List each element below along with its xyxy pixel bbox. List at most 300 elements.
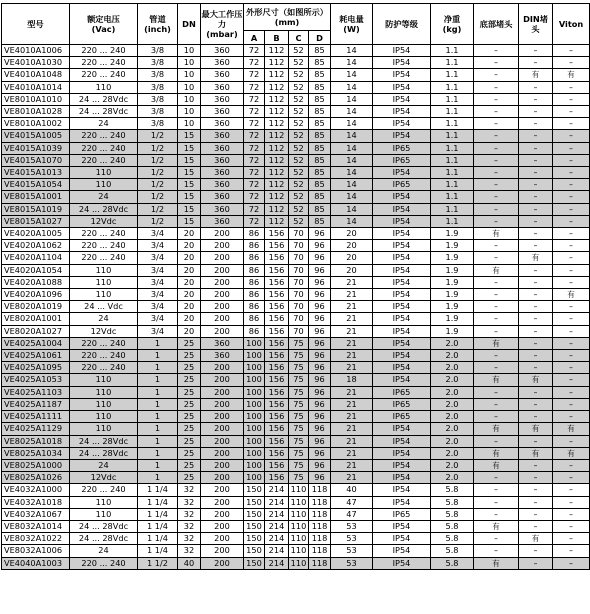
cell-pressure: 200 (201, 545, 244, 557)
cell-dim-d: 96 (309, 264, 331, 276)
cell-dim-c: 75 (289, 447, 309, 459)
cell-pipe: 3/8 (138, 106, 178, 118)
cell-din-plug: 有 (519, 533, 553, 545)
cell-dn: 25 (178, 472, 201, 484)
cell-din-plug: – (519, 228, 553, 240)
cell-dim-b: 156 (265, 264, 289, 276)
cell-dim-c: 110 (289, 533, 309, 545)
cell-dim-d: 96 (309, 276, 331, 288)
cell-protection: IP54 (373, 215, 431, 227)
cell-dim-a: 86 (244, 240, 265, 252)
header-dim-c: C (289, 31, 309, 45)
cell-bottom-plug: – (474, 496, 519, 508)
cell-dn: 20 (178, 240, 201, 252)
cell-pressure: 200 (201, 472, 244, 484)
cell-dn: 25 (178, 447, 201, 459)
cell-din-plug: – (519, 106, 553, 118)
cell-dim-a: 72 (244, 106, 265, 118)
cell-dn: 15 (178, 167, 201, 179)
cell-pipe: 1/2 (138, 130, 178, 142)
cell-dim-d: 118 (309, 484, 331, 496)
cell-dn: 25 (178, 337, 201, 349)
cell-model: VE4025A1095 (2, 362, 70, 374)
cell-model: VE4020A1096 (2, 289, 70, 301)
cell-dim-d: 96 (309, 447, 331, 459)
cell-pipe: 1 (138, 362, 178, 374)
cell-dim-a: 72 (244, 57, 265, 69)
cell-protection: IP54 (373, 325, 431, 337)
cell-weight: 2.0 (431, 350, 474, 362)
cell-dim-d: 96 (309, 459, 331, 471)
cell-pressure: 200 (201, 423, 244, 435)
cell-protection: IP54 (373, 533, 431, 545)
header-dimensions: 外形尺寸（如图所示） (mm) (244, 4, 331, 31)
cell-weight: 5.8 (431, 545, 474, 557)
cell-din-plug: – (519, 167, 553, 179)
cell-dim-d: 96 (309, 289, 331, 301)
cell-dim-c: 70 (289, 325, 309, 337)
cell-weight: 2.0 (431, 362, 474, 374)
cell-dim-c: 75 (289, 411, 309, 423)
cell-model: VE4020A1005 (2, 228, 70, 240)
cell-dim-c: 110 (289, 508, 309, 520)
cell-protection: IP54 (373, 252, 431, 264)
header-dim-d: D (309, 31, 331, 45)
cropped-heading (232, 0, 372, 2)
cell-pressure: 200 (201, 325, 244, 337)
cell-model: VE4025A1061 (2, 350, 70, 362)
cell-power: 14 (331, 179, 373, 191)
cell-model: VE8010A1002 (2, 118, 70, 130)
cell-voltage: 110 (70, 264, 138, 276)
cell-dim-a: 72 (244, 69, 265, 81)
cell-voltage: 110 (70, 508, 138, 520)
cell-viton: – (553, 533, 590, 545)
cell-dim-c: 52 (289, 118, 309, 130)
cell-dim-a: 86 (244, 252, 265, 264)
cell-power: 53 (331, 545, 373, 557)
cell-pipe: 1 (138, 447, 178, 459)
cell-dn: 15 (178, 130, 201, 142)
cell-dim-d: 85 (309, 142, 331, 154)
cell-model: VE4020A1054 (2, 264, 70, 276)
cell-power: 21 (331, 313, 373, 325)
cell-protection: IP65 (373, 154, 431, 166)
cell-model: VE4015A1070 (2, 154, 70, 166)
cell-power: 47 (331, 496, 373, 508)
table-row (2, 435, 590, 447)
cell-protection: IP54 (373, 276, 431, 288)
table-row (2, 459, 590, 471)
cell-bottom-plug: – (474, 325, 519, 337)
cell-dim-c: 75 (289, 337, 309, 349)
cell-protection: IP54 (373, 557, 431, 569)
cell-din-plug: 有 (519, 252, 553, 264)
table-row (2, 362, 590, 374)
cell-pressure: 200 (201, 447, 244, 459)
cell-protection: IP54 (373, 496, 431, 508)
cell-viton: – (553, 240, 590, 252)
cell-dim-a: 72 (244, 142, 265, 154)
cell-weight: 1.1 (431, 215, 474, 227)
cell-model: VE4025A1004 (2, 337, 70, 349)
cell-dim-b: 156 (265, 435, 289, 447)
table-row (2, 252, 590, 264)
cell-dim-a: 150 (244, 545, 265, 557)
cell-power: 47 (331, 508, 373, 520)
cell-din-plug: – (519, 130, 553, 142)
cell-dim-a: 86 (244, 228, 265, 240)
cell-power: 14 (331, 203, 373, 215)
table-row (2, 508, 590, 520)
table-row (2, 423, 590, 435)
cell-din-plug: – (519, 520, 553, 532)
cell-dim-b: 112 (265, 167, 289, 179)
cell-weight: 5.8 (431, 557, 474, 569)
cell-power: 21 (331, 337, 373, 349)
cell-dim-b: 112 (265, 93, 289, 105)
valve-spec-table (1, 3, 590, 570)
cell-dim-d: 118 (309, 520, 331, 532)
header-pipe: 管道 (inch) (138, 4, 178, 45)
cell-power: 53 (331, 557, 373, 569)
cell-dim-a: 100 (244, 423, 265, 435)
cell-weight: 1.1 (431, 106, 474, 118)
cell-viton: – (553, 228, 590, 240)
cell-pipe: 3/8 (138, 93, 178, 105)
cell-viton: – (553, 57, 590, 69)
cell-viton: – (553, 520, 590, 532)
cell-bottom-plug: – (474, 81, 519, 93)
cell-dim-c: 110 (289, 545, 309, 557)
cell-pressure: 360 (201, 350, 244, 362)
cell-power: 21 (331, 459, 373, 471)
cell-dim-c: 75 (289, 435, 309, 447)
cell-dn: 15 (178, 154, 201, 166)
cell-dim-d: 96 (309, 423, 331, 435)
cell-weight: 1.1 (431, 142, 474, 154)
cell-pipe: 3/8 (138, 69, 178, 81)
cell-bottom-plug: – (474, 545, 519, 557)
cell-weight: 1.1 (431, 69, 474, 81)
cell-din-plug: – (519, 472, 553, 484)
cell-dn: 10 (178, 57, 201, 69)
cell-dim-c: 52 (289, 45, 309, 57)
cell-viton: 有 (553, 447, 590, 459)
cell-bottom-plug: – (474, 398, 519, 410)
table-row (2, 350, 590, 362)
cell-dim-a: 72 (244, 203, 265, 215)
table-row (2, 264, 590, 276)
cell-power: 21 (331, 350, 373, 362)
cell-voltage: 220 ... 240 (70, 240, 138, 252)
cell-pipe: 3/4 (138, 240, 178, 252)
cell-viton: – (553, 154, 590, 166)
table-row (2, 179, 590, 191)
cell-dim-d: 85 (309, 69, 331, 81)
cell-dim-c: 75 (289, 350, 309, 362)
cell-protection: IP65 (373, 142, 431, 154)
cell-protection: IP54 (373, 301, 431, 313)
cell-pipe: 1/2 (138, 179, 178, 191)
cell-dim-d: 118 (309, 496, 331, 508)
cell-dim-d: 96 (309, 252, 331, 264)
cell-pipe: 1 1/4 (138, 508, 178, 520)
cell-din-plug: – (519, 191, 553, 203)
cell-dim-d: 85 (309, 118, 331, 130)
cell-dim-b: 214 (265, 533, 289, 545)
cell-weight: 5.8 (431, 520, 474, 532)
cell-voltage: 24 (70, 459, 138, 471)
cell-dim-d: 85 (309, 203, 331, 215)
cell-voltage: 220 ... 240 (70, 350, 138, 362)
cell-model: VE4025A1129 (2, 423, 70, 435)
cell-model: VE4025A1111 (2, 411, 70, 423)
cell-voltage: 110 (70, 411, 138, 423)
cell-dim-b: 156 (265, 313, 289, 325)
cell-protection: IP54 (373, 57, 431, 69)
cell-model: VE4015A1013 (2, 167, 70, 179)
cell-dn: 25 (178, 423, 201, 435)
cell-voltage: 220 ... 240 (70, 69, 138, 81)
cell-viton: – (553, 191, 590, 203)
cell-weight: 1.9 (431, 313, 474, 325)
cell-protection: IP65 (373, 411, 431, 423)
cell-dim-d: 96 (309, 301, 331, 313)
cell-pressure: 200 (201, 252, 244, 264)
cell-bottom-plug: – (474, 191, 519, 203)
cell-weight: 1.9 (431, 240, 474, 252)
cell-din-plug: – (519, 411, 553, 423)
cell-viton: – (553, 386, 590, 398)
table-row (2, 520, 590, 532)
cell-protection: IP54 (373, 130, 431, 142)
cell-dn: 20 (178, 313, 201, 325)
cell-pipe: 1 (138, 398, 178, 410)
cell-weight: 2.0 (431, 472, 474, 484)
cell-viton: – (553, 179, 590, 191)
cell-dn: 10 (178, 69, 201, 81)
cell-pipe: 3/4 (138, 228, 178, 240)
cell-pipe: 1 (138, 337, 178, 349)
cell-dim-a: 150 (244, 484, 265, 496)
cell-dim-c: 52 (289, 179, 309, 191)
cell-power: 21 (331, 411, 373, 423)
table-row (2, 118, 590, 130)
cell-voltage: 24 ... 28Vdc (70, 435, 138, 447)
cell-dim-b: 214 (265, 496, 289, 508)
cell-dim-c: 70 (289, 264, 309, 276)
cell-din-plug: – (519, 142, 553, 154)
cell-dim-b: 156 (265, 423, 289, 435)
cell-pressure: 360 (201, 57, 244, 69)
cell-model: VE4010A1030 (2, 57, 70, 69)
cell-pipe: 3/4 (138, 276, 178, 288)
cell-power: 40 (331, 484, 373, 496)
cell-dim-b: 156 (265, 301, 289, 313)
cell-protection: IP54 (373, 350, 431, 362)
cell-dim-b: 112 (265, 130, 289, 142)
cell-power: 20 (331, 228, 373, 240)
cell-model: VE4020A1088 (2, 276, 70, 288)
cell-din-plug: – (519, 215, 553, 227)
cell-bottom-plug: – (474, 508, 519, 520)
cell-bottom-plug: – (474, 533, 519, 545)
cell-viton: – (553, 264, 590, 276)
cell-voltage: 12Vdc (70, 215, 138, 227)
cell-model: VE4020A1062 (2, 240, 70, 252)
cell-dim-c: 75 (289, 374, 309, 386)
cell-model: VE4015A1005 (2, 130, 70, 142)
cell-voltage: 220 ... 240 (70, 252, 138, 264)
cell-bottom-plug: – (474, 118, 519, 130)
cell-voltage: 110 (70, 167, 138, 179)
cell-model: VE4010A1048 (2, 69, 70, 81)
cell-dn: 32 (178, 508, 201, 520)
cell-weight: 2.0 (431, 337, 474, 349)
table-row (2, 472, 590, 484)
cell-din-plug: – (519, 435, 553, 447)
cell-power: 14 (331, 118, 373, 130)
cell-dim-b: 156 (265, 289, 289, 301)
cell-viton: – (553, 276, 590, 288)
cell-protection: IP65 (373, 508, 431, 520)
table-row (2, 313, 590, 325)
cell-bottom-plug: 有 (474, 264, 519, 276)
cell-power: 21 (331, 362, 373, 374)
cell-din-plug: – (519, 459, 553, 471)
cell-dim-d: 85 (309, 215, 331, 227)
cell-pressure: 360 (201, 179, 244, 191)
cell-dim-a: 100 (244, 374, 265, 386)
cell-viton: – (553, 484, 590, 496)
cell-power: 21 (331, 325, 373, 337)
cell-voltage: 24 (70, 118, 138, 130)
cell-voltage: 110 (70, 496, 138, 508)
header-dim-a: A (244, 31, 265, 45)
cell-model: VE8025A1034 (2, 447, 70, 459)
cell-dim-d: 85 (309, 106, 331, 118)
cell-dim-a: 86 (244, 289, 265, 301)
cell-dim-d: 118 (309, 508, 331, 520)
cell-dim-b: 214 (265, 545, 289, 557)
cell-dim-d: 96 (309, 386, 331, 398)
cell-model: VE4040A1003 (2, 557, 70, 569)
header-bottom-plug: 底部堵头 (474, 4, 519, 45)
cell-pressure: 200 (201, 374, 244, 386)
cell-dn: 15 (178, 191, 201, 203)
cell-protection: IP54 (373, 93, 431, 105)
cell-dim-b: 112 (265, 203, 289, 215)
cell-dim-c: 75 (289, 386, 309, 398)
cell-protection: IP54 (373, 459, 431, 471)
cell-power: 14 (331, 154, 373, 166)
header-protection: 防护等级 (373, 4, 431, 45)
cell-power: 21 (331, 301, 373, 313)
cell-model: VE4010A1014 (2, 81, 70, 93)
cell-pipe: 1/2 (138, 142, 178, 154)
cell-dim-a: 100 (244, 447, 265, 459)
cell-din-plug: – (519, 276, 553, 288)
cell-voltage: 220 ... 240 (70, 337, 138, 349)
cell-din-plug: – (519, 264, 553, 276)
cell-power: 53 (331, 520, 373, 532)
cell-bottom-plug: – (474, 179, 519, 191)
cell-dim-a: 86 (244, 325, 265, 337)
cell-weight: 1.9 (431, 252, 474, 264)
cell-bottom-plug: – (474, 93, 519, 105)
cell-bottom-plug: – (474, 57, 519, 69)
cell-dn: 15 (178, 142, 201, 154)
cell-dim-b: 214 (265, 508, 289, 520)
cell-weight: 5.8 (431, 496, 474, 508)
cell-voltage: 24 ... 28Vdc (70, 93, 138, 105)
cell-pipe: 1/2 (138, 191, 178, 203)
cell-dim-d: 96 (309, 313, 331, 325)
cell-bottom-plug: – (474, 167, 519, 179)
cell-dim-c: 52 (289, 130, 309, 142)
cell-weight: 1.9 (431, 276, 474, 288)
cell-pipe: 3/8 (138, 81, 178, 93)
cell-pressure: 200 (201, 557, 244, 569)
cell-pipe: 1 1/4 (138, 545, 178, 557)
cell-dim-b: 112 (265, 154, 289, 166)
cell-bottom-plug: – (474, 69, 519, 81)
table-header (2, 4, 590, 45)
cell-bottom-plug: – (474, 484, 519, 496)
cell-din-plug: – (519, 118, 553, 130)
cell-model: VE8032A1014 (2, 520, 70, 532)
cell-weight: 1.1 (431, 93, 474, 105)
cell-pressure: 200 (201, 533, 244, 545)
cell-dim-a: 72 (244, 93, 265, 105)
cell-dn: 15 (178, 215, 201, 227)
cell-protection: IP65 (373, 398, 431, 410)
cell-dn: 10 (178, 118, 201, 130)
cell-dim-d: 85 (309, 154, 331, 166)
cell-power: 14 (331, 69, 373, 81)
cell-dn: 32 (178, 520, 201, 532)
cell-model: VE8010A1028 (2, 106, 70, 118)
cell-dim-b: 156 (265, 252, 289, 264)
cell-voltage: 220 ... 240 (70, 362, 138, 374)
cell-bottom-plug: – (474, 252, 519, 264)
cell-dim-b: 156 (265, 398, 289, 410)
cell-power: 21 (331, 447, 373, 459)
cell-bottom-plug: 有 (474, 557, 519, 569)
cell-dim-d: 96 (309, 411, 331, 423)
cell-voltage: 24 ... 28Vdc (70, 533, 138, 545)
cell-dim-b: 156 (265, 228, 289, 240)
cell-power: 21 (331, 472, 373, 484)
cell-dim-a: 100 (244, 459, 265, 471)
cell-dn: 15 (178, 203, 201, 215)
cell-din-plug: – (519, 179, 553, 191)
cell-din-plug: – (519, 325, 553, 337)
table-row (2, 557, 590, 569)
table-row (2, 398, 590, 410)
cell-pipe: 1/2 (138, 203, 178, 215)
cell-model: VE4025A1103 (2, 386, 70, 398)
cell-dim-a: 86 (244, 301, 265, 313)
cell-model: VE8025A1026 (2, 472, 70, 484)
cell-bottom-plug: 有 (474, 337, 519, 349)
cell-pipe: 1 (138, 435, 178, 447)
cell-viton: – (553, 45, 590, 57)
cell-protection: IP54 (373, 191, 431, 203)
cell-weight: 1.1 (431, 154, 474, 166)
cell-pressure: 360 (201, 203, 244, 215)
